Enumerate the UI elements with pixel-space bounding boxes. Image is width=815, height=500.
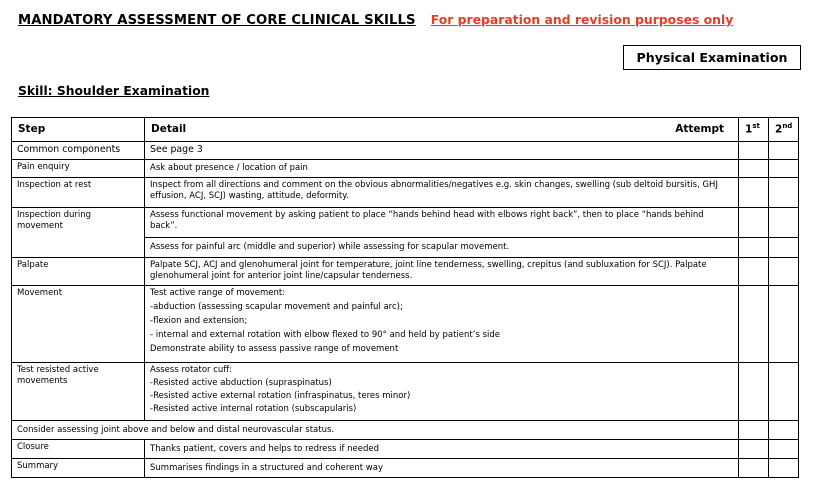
table-row bbox=[12, 459, 799, 478]
attempt-1-checkbox[interactable] bbox=[739, 459, 769, 478]
movement-line: Test active range of movement: bbox=[150, 288, 286, 298]
detail-cell bbox=[145, 363, 739, 421]
table-row bbox=[12, 142, 799, 160]
table-row bbox=[12, 208, 799, 238]
attempt-2-checkbox[interactable] bbox=[769, 363, 799, 421]
attempt-2-suffix: nd bbox=[782, 122, 793, 131]
attempt-2-checkbox[interactable] bbox=[769, 286, 799, 363]
attempt-2-checkbox[interactable] bbox=[769, 142, 799, 160]
assessment-table bbox=[11, 117, 799, 478]
skill-heading: Skill: Shoulder Examination bbox=[18, 84, 210, 98]
step-cell: Inspection during movement bbox=[12, 208, 145, 258]
table-header-row bbox=[12, 118, 799, 142]
attempt-1-checkbox[interactable] bbox=[739, 363, 769, 421]
detail-cell: Assess for painful arc (middle and superior) while assessing for scapular movement. bbox=[145, 238, 739, 258]
table-row bbox=[12, 178, 799, 208]
attempt-1-suffix: st bbox=[752, 122, 760, 131]
attempt-2-checkbox[interactable] bbox=[769, 208, 799, 238]
table-row bbox=[12, 363, 799, 421]
attempt-2-checkbox[interactable] bbox=[769, 459, 799, 478]
detail-cell: See page 3 bbox=[145, 142, 739, 160]
attempt-1-checkbox[interactable] bbox=[739, 440, 769, 459]
section-box: Physical Examination bbox=[623, 45, 801, 70]
detail-header-label: Detail bbox=[151, 122, 187, 135]
attempt-1-checkbox[interactable] bbox=[739, 160, 769, 178]
detail-cell: Summarises findings in a structured and coherent way bbox=[145, 459, 739, 478]
document-subtitle: For preparation and revision purposes only bbox=[430, 12, 734, 27]
table-row bbox=[12, 258, 799, 286]
table-row bbox=[12, 286, 799, 363]
movement-line: -flexion and extension; bbox=[150, 315, 248, 326]
movement-line: Demonstrate ability to assess passive range of movement bbox=[150, 343, 399, 354]
attempt-1-checkbox[interactable] bbox=[739, 178, 769, 208]
table-row bbox=[12, 440, 799, 459]
step-column-header: Step bbox=[12, 118, 145, 142]
attempt-header-label: Attempt bbox=[675, 122, 724, 135]
attempt-1-checkbox[interactable] bbox=[739, 238, 769, 258]
attempt-1-checkbox[interactable] bbox=[739, 208, 769, 238]
attempt-1-number: 1 bbox=[745, 123, 753, 136]
resisted-line: Assess rotator cuff: bbox=[150, 365, 233, 375]
table-row bbox=[12, 421, 799, 440]
step-cell: Movement bbox=[12, 286, 145, 363]
attempt-2-checkbox[interactable] bbox=[769, 238, 799, 258]
detail-cell bbox=[145, 286, 739, 363]
document-header bbox=[18, 9, 733, 28]
step-cell: Palpate bbox=[12, 258, 145, 286]
attempt-1-checkbox[interactable] bbox=[739, 142, 769, 160]
attempt-1-checkbox[interactable] bbox=[739, 258, 769, 286]
step-cell: Inspection at rest bbox=[12, 178, 145, 208]
step-cell: Pain enquiry bbox=[12, 160, 145, 178]
movement-line: - internal and external rotation with elbow flexed to 90° and held by patient’s side bbox=[150, 329, 500, 340]
movement-line: -abduction (assessing scapular movement and painful arc); bbox=[150, 301, 403, 312]
attempt-2-checkbox[interactable] bbox=[769, 258, 799, 286]
table-row bbox=[12, 160, 799, 178]
attempt-1-header bbox=[739, 118, 769, 142]
attempt-2-checkbox[interactable] bbox=[769, 440, 799, 459]
step-cell: Closure bbox=[12, 440, 145, 459]
detail-column-header bbox=[145, 118, 739, 142]
detail-cell: Assess functional movement by asking patient to place “hands behind head with elbows right back”, then to place “hands behind back”. bbox=[145, 208, 739, 238]
step-cell: Summary bbox=[12, 459, 145, 478]
attempt-1-checkbox[interactable] bbox=[739, 421, 769, 440]
resisted-line: -Resisted active internal rotation (subscapularis) bbox=[150, 403, 357, 414]
attempt-2-header bbox=[769, 118, 799, 142]
resisted-line: -Resisted active abduction (supraspinatus) bbox=[150, 377, 332, 388]
consider-cell: Consider assessing joint above and below and distal neurovascular status. bbox=[12, 421, 739, 440]
detail-cell: Thanks patient, covers and helps to redress if needed bbox=[145, 440, 739, 459]
attempt-1-checkbox[interactable] bbox=[739, 286, 769, 363]
detail-cell: Inspect from all directions and comment on the obvious abnormalities/negatives e.g. skin changes, swelling (sub deltoid bursitis, GHJ effusion, ACJ, SCJ) wasting, attitude, deformity. bbox=[145, 178, 739, 208]
attempt-2-checkbox[interactable] bbox=[769, 421, 799, 440]
attempt-2-number: 2 bbox=[775, 123, 783, 136]
attempt-2-checkbox[interactable] bbox=[769, 178, 799, 208]
attempt-2-checkbox[interactable] bbox=[769, 160, 799, 178]
detail-cell: Ask about presence / location of pain bbox=[145, 160, 739, 178]
step-cell: Common components bbox=[12, 142, 145, 160]
step-cell: Test resisted active movements bbox=[12, 363, 145, 421]
resisted-line: -Resisted active external rotation (infraspinatus, teres minor) bbox=[150, 390, 411, 401]
document-title: MANDATORY ASSESSMENT OF CORE CLINICAL SKILLS bbox=[18, 13, 416, 28]
detail-cell: Palpate SCJ, ACJ and glenohumeral joint for temperature, joint line tenderness, swelling, crepitus (and subluxation for SCJ). Palpate glenohumeral joint for anterior joint line/capsular tenderness. bbox=[145, 258, 739, 286]
